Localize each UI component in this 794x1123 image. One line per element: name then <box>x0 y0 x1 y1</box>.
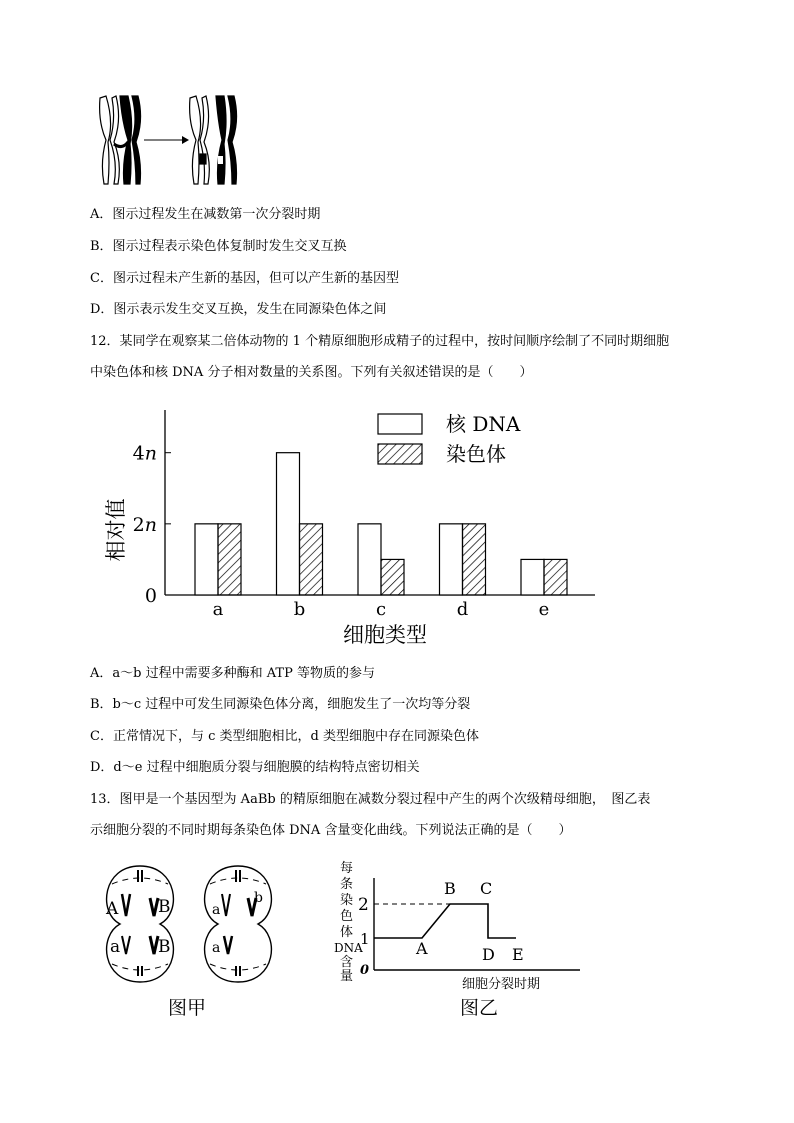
figure-jia-caption: 图甲 <box>168 997 207 1019</box>
y-tick-label: 2n <box>132 513 157 536</box>
x-tick-label-a: a <box>212 599 224 620</box>
bar-dna-d <box>440 524 463 595</box>
yi-xlabel: 细胞分裂时期 <box>462 977 541 992</box>
yi-ytick-2: 2 <box>358 895 369 915</box>
ylabel-char-0: 每 <box>340 861 354 876</box>
cell1-label-a: a <box>110 937 121 957</box>
cell-2-outline <box>205 866 272 982</box>
legend-label-0: 核 DNA <box>446 412 521 436</box>
yi-ytick-1: 1 <box>360 930 370 948</box>
bar-dna-b <box>277 453 300 595</box>
q12-stem-line2: 中染色体和核 DNA 分子相对数量的关系图。下列有关叙述错误的是（ ） <box>90 365 533 380</box>
cell2-label-b-top: b <box>254 890 263 906</box>
q12-option-a: A．a～b 过程中需要多种酶和 ATP 等物质的参与 <box>90 666 375 681</box>
ylabel-char-1: 条 <box>340 877 354 892</box>
cell1-label-A: A <box>106 899 119 919</box>
x-tick-label-c: c <box>375 599 387 620</box>
q11-option-c: C．图示过程未产生新的基因，但可以产生新的基因型 <box>90 271 399 286</box>
bar-dna-a <box>195 524 218 595</box>
bar-chromosome-d <box>463 524 486 595</box>
q12-option-d: D．d～e 过程中细胞质分裂与细胞膜的结构特点密切相关 <box>90 760 420 775</box>
q12-stem-line1: 12．某同学在观察某二倍体动物的 1 个精原细胞形成精子的过程中，按时间顺序绘制了不同时期细胞 <box>90 334 670 349</box>
bar-chromosome-c <box>381 559 404 595</box>
q12-option-b: B．b～c 过程中可发生同源染色体分离，细胞发生了一次均等分裂 <box>90 697 471 712</box>
bar-dna-e <box>521 559 544 595</box>
x-tick-label-b: b <box>293 599 306 620</box>
yi-point-D: D <box>482 945 495 964</box>
bar-chromosome-b <box>300 524 323 595</box>
yi-point-B: B <box>444 879 456 898</box>
q11-option-b: B．图示过程表示染色体复制时发生交叉互换 <box>90 239 347 254</box>
legend-label-1: 染色体 <box>446 442 506 466</box>
crossover-figure <box>92 92 252 190</box>
ylabel-char-6: 含 <box>340 955 354 970</box>
yi-point-E: E <box>512 945 524 964</box>
yi-curve <box>374 904 516 938</box>
figure-yi-caption: 图乙 <box>460 997 499 1019</box>
figure-jia <box>92 858 302 1028</box>
ylabel-char-7: 量 <box>340 969 354 984</box>
legend-swatch-1 <box>378 444 422 464</box>
cell1-label-B-bottom: B <box>158 937 171 957</box>
legend-swatch-0 <box>378 414 422 434</box>
y-tick-label: 0 <box>144 585 157 607</box>
cell-1-outline <box>107 866 174 982</box>
yi-origin: 0 <box>360 963 370 978</box>
yi-point-C: C <box>480 879 493 898</box>
bar-dna-c <box>358 524 381 595</box>
q13-stem-line1: 13．图甲是一个基因型为 AaBb 的精原细胞在减数分裂过程中产生的两个次级精母细胞， 图乙表 <box>90 792 651 807</box>
q11-option-d: D．图示表示发生交叉互换，发生在同源染色体之间 <box>90 302 387 317</box>
x-tick-label-e: e <box>538 599 550 620</box>
cell1-label-B-top: B <box>158 897 171 917</box>
y-tick-label: 4n <box>132 442 157 465</box>
q12-option-c: C．正常情况下，与 c 类型细胞相比，d 类型细胞中存在同源染色体 <box>90 729 479 744</box>
figure-yi-ylabel <box>334 861 363 984</box>
bar-chart <box>90 402 610 652</box>
figure-yi <box>330 858 600 1028</box>
q11-option-a: A．图示过程发生在减数第一次分裂时期 <box>90 207 321 222</box>
ylabel-char-4: 体 <box>340 925 354 940</box>
ylabel-char-3: 色 <box>340 909 354 924</box>
x-axis-label: 细胞类型 <box>343 623 427 647</box>
ylabel-char-5: DNA <box>334 941 363 955</box>
ylabel-char-2: 染 <box>340 893 354 908</box>
y-axis-label: 相对值 <box>104 498 128 562</box>
bar-chromosome-e <box>544 559 567 595</box>
bar-chromosome-a <box>218 524 241 595</box>
cell2-label-a-bottom: a <box>212 940 221 956</box>
cell2-label-a-top: a <box>212 902 221 918</box>
q13-stem-line2: 示细胞分裂的不同时期每条染色体 DNA 含量变化曲线。下列说法正确的是（ ） <box>90 823 572 838</box>
x-tick-label-d: d <box>456 599 469 620</box>
yi-point-A: A <box>416 939 428 958</box>
